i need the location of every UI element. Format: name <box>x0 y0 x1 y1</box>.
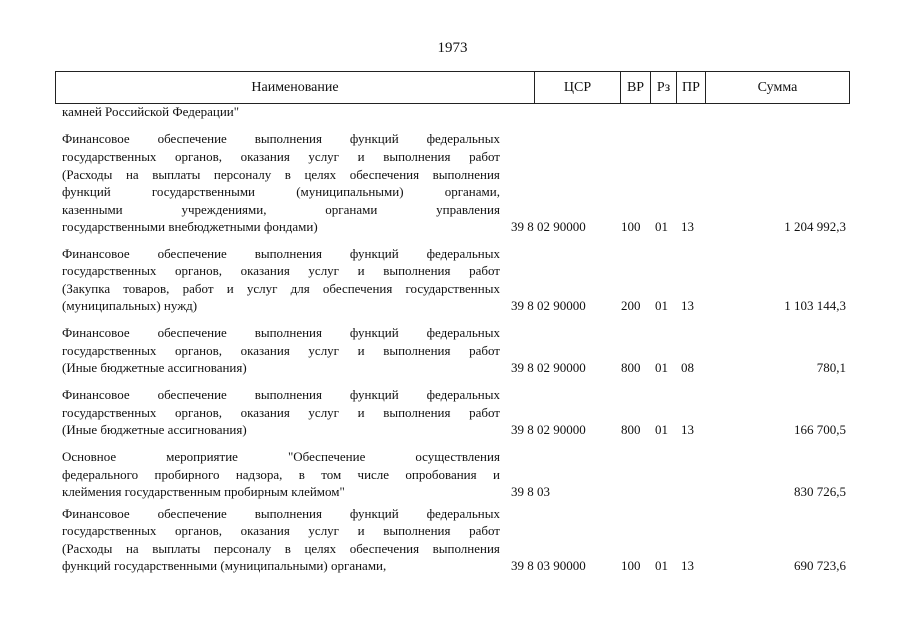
row-word: товаров, <box>123 280 170 296</box>
row-word: (муниципальными) <box>220 558 328 574</box>
row-word: "Обеспечение <box>287 449 366 465</box>
row-word: органами, <box>444 184 500 200</box>
row-word: государственными внебюджетными фондами) <box>62 219 318 235</box>
row-vr: 800 <box>621 360 641 376</box>
row-word: и <box>357 149 365 165</box>
row-word: оказания <box>240 523 290 539</box>
row-word: (Иные бюджетные ассигнования) <box>62 422 247 438</box>
row-word: мероприятие <box>166 449 238 465</box>
row-word: выполнения <box>254 387 322 403</box>
row-pr: 13 <box>681 422 694 438</box>
row-word: органов, <box>175 342 222 358</box>
row-word: клеймения государственным пробирным клеймом" <box>62 484 345 500</box>
row-word: выполнения <box>254 505 322 521</box>
row-word: в <box>284 540 291 556</box>
row-word: для <box>290 280 310 296</box>
row-rz: 01 <box>655 298 668 314</box>
row-word: числе <box>357 466 390 482</box>
row-word: государственных <box>62 523 157 539</box>
row-word: функций <box>349 505 399 521</box>
row-word: (муниципальных) нужд) <box>62 298 198 314</box>
header-pr: ПР <box>676 72 705 103</box>
row-pr: 13 <box>681 558 694 574</box>
row-word: том <box>321 466 342 482</box>
row-word: опробования <box>405 466 477 482</box>
row-word: выполнения <box>432 540 500 556</box>
row-name <box>62 505 500 575</box>
row-word: (Закупка <box>62 280 111 296</box>
row-word: услуг <box>308 342 340 358</box>
row-word: и <box>226 280 234 296</box>
row-word: федеральных <box>426 505 500 521</box>
row-sum: 1 204 992,3 <box>784 219 846 235</box>
row-word: Финансовое <box>62 325 130 341</box>
row-word: обеспечение <box>157 505 227 521</box>
row-word: органами, <box>330 558 387 574</box>
row-word: выполнения <box>254 325 322 341</box>
row-word: (Иные бюджетные ассигнования) <box>62 360 247 376</box>
row-word: функций <box>349 387 399 403</box>
row-rz: 01 <box>655 422 668 438</box>
row-word: выплаты <box>152 166 201 182</box>
row-word: Финансовое <box>62 131 130 147</box>
row-word: работ <box>469 263 500 279</box>
header-rz: Рз <box>650 72 676 103</box>
row-word: федеральных <box>426 387 500 403</box>
row-word: федерального <box>62 466 139 482</box>
row-word: оказания <box>240 263 290 279</box>
row-word: государственных <box>62 404 157 420</box>
row-pr: 08 <box>681 360 694 376</box>
row-word: услуг <box>308 263 340 279</box>
row-word: органами <box>325 201 378 217</box>
row-word: оказания <box>240 149 290 165</box>
row-word: на <box>125 166 139 182</box>
row-word: пробирного <box>154 466 220 482</box>
row-rz: 01 <box>655 219 668 235</box>
row-word: Финансовое <box>62 245 130 261</box>
row-word: и <box>357 523 365 539</box>
header-csr: ЦСР <box>534 72 620 103</box>
header-name: Наименование <box>251 80 339 95</box>
row-word: на <box>125 540 139 556</box>
row-word: функций <box>349 245 399 261</box>
row-pr: 13 <box>681 219 694 235</box>
row-vr: 800 <box>621 422 641 438</box>
row-word: обеспечения <box>349 540 420 556</box>
row-csr: 39 8 02 90000 <box>511 219 586 235</box>
row-rz: 01 <box>655 360 668 376</box>
row-word: обеспечения <box>349 166 420 182</box>
row-word: органов, <box>175 404 222 420</box>
row-vr: 100 <box>621 558 641 574</box>
row-word: выплаты <box>152 540 201 556</box>
row-word: выполнения <box>383 263 451 279</box>
row-word: федеральных <box>426 131 500 147</box>
row-word: (муниципальными) <box>296 184 404 200</box>
row-vr: 100 <box>621 219 641 235</box>
row-word: государственных <box>62 342 157 358</box>
row-word: обеспечение <box>157 387 227 403</box>
row-word: (Расходы <box>62 540 113 556</box>
row-csr: 39 8 02 90000 <box>511 422 586 438</box>
row-word: персоналу <box>213 540 272 556</box>
row-word: учреждениями, <box>181 201 267 217</box>
row-sum: 690 723,6 <box>794 558 846 574</box>
row-pr: 13 <box>681 298 694 314</box>
row-word: обеспечение <box>157 131 227 147</box>
row-word: выполнения <box>432 166 500 182</box>
row-word: функций <box>62 558 111 574</box>
row-word: государственными <box>114 558 218 574</box>
row-word: казенными <box>62 201 123 217</box>
row-word: федеральных <box>426 245 500 261</box>
row-word: выполнения <box>254 245 322 261</box>
row-word: персоналу <box>213 166 272 182</box>
row-word: функций <box>349 131 399 147</box>
row-word: оказания <box>240 342 290 358</box>
row-sum: 166 700,5 <box>794 422 846 438</box>
row-word: услуг <box>308 404 340 420</box>
row-sum: 830 726,5 <box>794 484 846 500</box>
row-rz: 01 <box>655 558 668 574</box>
row-csr: 39 8 02 90000 <box>511 360 586 376</box>
row-word: Финансовое <box>62 387 130 403</box>
header-vr: ВР <box>620 72 650 103</box>
row-word: Основное <box>62 449 117 465</box>
row-word: целях <box>304 540 337 556</box>
page-number: 1973 <box>437 40 468 56</box>
row-word: обеспечения <box>322 280 393 296</box>
continued-text: камней Российской Федерации" <box>62 104 240 119</box>
row-word: выполнения <box>383 342 451 358</box>
row-word: надзора, <box>235 466 283 482</box>
row-word: выполнения <box>383 404 451 420</box>
row-word: государственными <box>151 184 256 200</box>
row-word: органов, <box>175 149 222 165</box>
row-word: функций <box>349 325 399 341</box>
row-word: государственных <box>62 263 157 279</box>
row-word: услуг <box>308 149 340 165</box>
row-word: выполнения <box>383 523 451 539</box>
row-csr: 39 8 03 <box>511 484 550 500</box>
row-word: управления <box>436 201 500 217</box>
row-word: работ <box>469 149 500 165</box>
row-csr: 39 8 02 90000 <box>511 298 586 314</box>
row-word: выполнения <box>254 131 322 147</box>
row-sum: 1 103 144,3 <box>784 298 846 314</box>
row-word: органов, <box>175 263 222 279</box>
row-word: и <box>357 263 365 279</box>
row-word: работ <box>469 404 500 420</box>
row-word: государственных <box>62 149 157 165</box>
row-word: работ <box>469 523 500 539</box>
row-word: органов, <box>175 523 222 539</box>
row-word: и <box>357 404 365 420</box>
row-word: работ <box>182 280 214 296</box>
row-word: федеральных <box>426 325 500 341</box>
row-word: работ <box>469 342 500 358</box>
row-word: и <box>357 342 365 358</box>
row-word: оказания <box>240 404 290 420</box>
row-word: в <box>284 166 291 182</box>
row-vr: 200 <box>621 298 641 314</box>
row-word: и <box>492 466 500 482</box>
row-word: целях <box>304 166 337 182</box>
row-word: выполнения <box>383 149 451 165</box>
row-word: Финансовое <box>62 505 130 521</box>
row-sum: 780,1 <box>816 360 846 376</box>
row-csr: 39 8 03 90000 <box>511 558 586 574</box>
row-word: обеспечение <box>157 245 227 261</box>
row-word: услуг <box>246 280 278 296</box>
row-word: услуг <box>308 523 340 539</box>
row-word: в <box>298 466 305 482</box>
row-word: осуществления <box>415 449 500 465</box>
row-word: функций <box>62 184 111 200</box>
header-sum: Сумма <box>705 72 849 103</box>
row-word: государственных <box>405 280 500 296</box>
row-word: обеспечение <box>157 325 227 341</box>
row-word: (Расходы <box>62 166 113 182</box>
